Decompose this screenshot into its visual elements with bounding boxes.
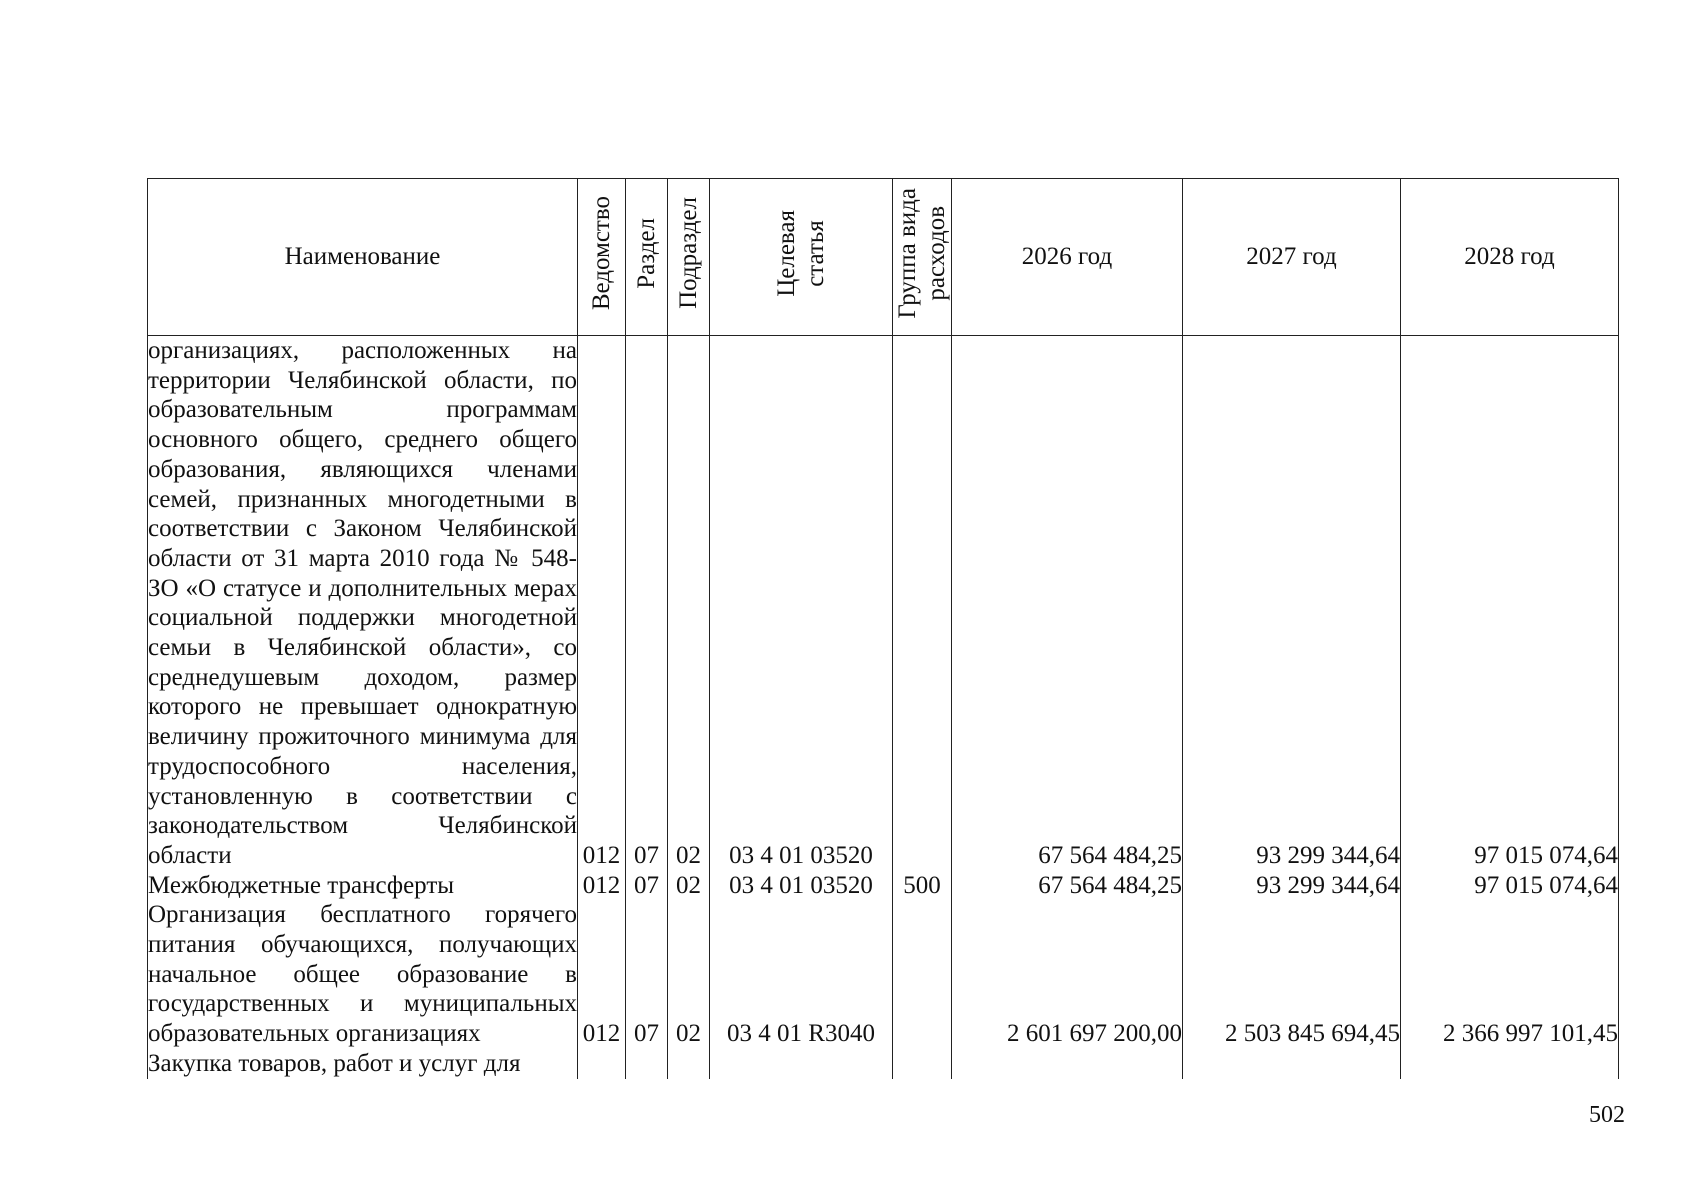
row-name: Организация бесплатного горячего питания обучающихся, получающих начальное общее образование в государственных и муниципальных образовательных организациях	[148, 901, 577, 1048]
row-amount-2028: 97 015 074,64	[1401, 871, 1619, 901]
table-row	[148, 1049, 1619, 1079]
page-number: 502	[1589, 1102, 1625, 1128]
row-section: 07	[626, 871, 668, 901]
row-target-article: 03 4 01 R3040	[710, 900, 893, 1049]
header-subsection: Подраздел	[668, 179, 710, 336]
header-year-2028: 2028 год	[1401, 179, 1619, 336]
row-section	[626, 1049, 668, 1079]
row-amount-2027: 93 299 344,64	[1183, 336, 1401, 871]
header-department: Ведомство	[578, 179, 626, 336]
row-amount-2028: 2 366 997 101,45	[1401, 900, 1619, 1049]
row-expense-group	[893, 900, 952, 1049]
row-section: 07	[626, 336, 668, 871]
row-target-article: 03 4 01 03520	[710, 871, 893, 901]
row-expense-group: 500	[893, 871, 952, 901]
row-amount-2026: 67 564 484,25	[952, 336, 1183, 871]
row-expense-group	[893, 336, 952, 871]
row-department: 012	[578, 871, 626, 901]
row-subsection	[668, 1049, 710, 1079]
header-expense-group: Группа вида расходов	[893, 179, 952, 336]
row-target-article	[710, 1049, 893, 1079]
row-amount-2027: 93 299 344,64	[1183, 871, 1401, 901]
header-name: Наименование	[148, 179, 578, 336]
row-amount-2027	[1183, 1049, 1401, 1079]
row-name: Межбюджетные трансферты	[148, 871, 578, 901]
row-amount-2028	[1401, 1049, 1619, 1079]
row-amount-2026: 2 601 697 200,00	[952, 900, 1183, 1049]
row-department	[578, 1049, 626, 1079]
row-amount-2026: 67 564 484,25	[952, 871, 1183, 901]
row-name: Закупка товаров, работ и услуг для	[148, 1049, 578, 1079]
row-subsection: 02	[668, 900, 710, 1049]
row-expense-group	[893, 1049, 952, 1079]
row-department: 012	[578, 336, 626, 871]
table-row	[148, 871, 1619, 901]
header-section: Раздел	[626, 179, 668, 336]
row-name: организациях, расположенных на территории Челябинской области, по образовательным программам основного общего, среднего общего образования, являющихся членами семей, признанных многодетными в соответствии с Законом Челябинской области от 31 марта 2010 года № 548-ЗО «О статусе и дополнительных мерах социальной поддержки многодетной семьи в Челябинской области», со среднедушевым доходом, размер которого не превышает однократную величину прожиточного минимума для трудоспособного населения, установленную в соответствии с законодательством Челябинской области	[148, 337, 577, 869]
row-department: 012	[578, 900, 626, 1049]
header-year-2026: 2026 год	[952, 179, 1183, 336]
row-target-article: 03 4 01 03520	[710, 336, 893, 871]
table-row	[148, 900, 1619, 1049]
budget-table	[147, 178, 1619, 1079]
row-subsection: 02	[668, 871, 710, 901]
row-amount-2027: 2 503 845 694,45	[1183, 900, 1401, 1049]
row-section: 07	[626, 900, 668, 1049]
row-subsection: 02	[668, 336, 710, 871]
table-header-row	[148, 179, 1619, 336]
header-year-2027: 2027 год	[1183, 179, 1401, 336]
row-amount-2026	[952, 1049, 1183, 1079]
header-target-article: Целевая статья	[710, 179, 893, 336]
row-amount-2028: 97 015 074,64	[1401, 336, 1619, 871]
table-row	[148, 336, 1619, 871]
